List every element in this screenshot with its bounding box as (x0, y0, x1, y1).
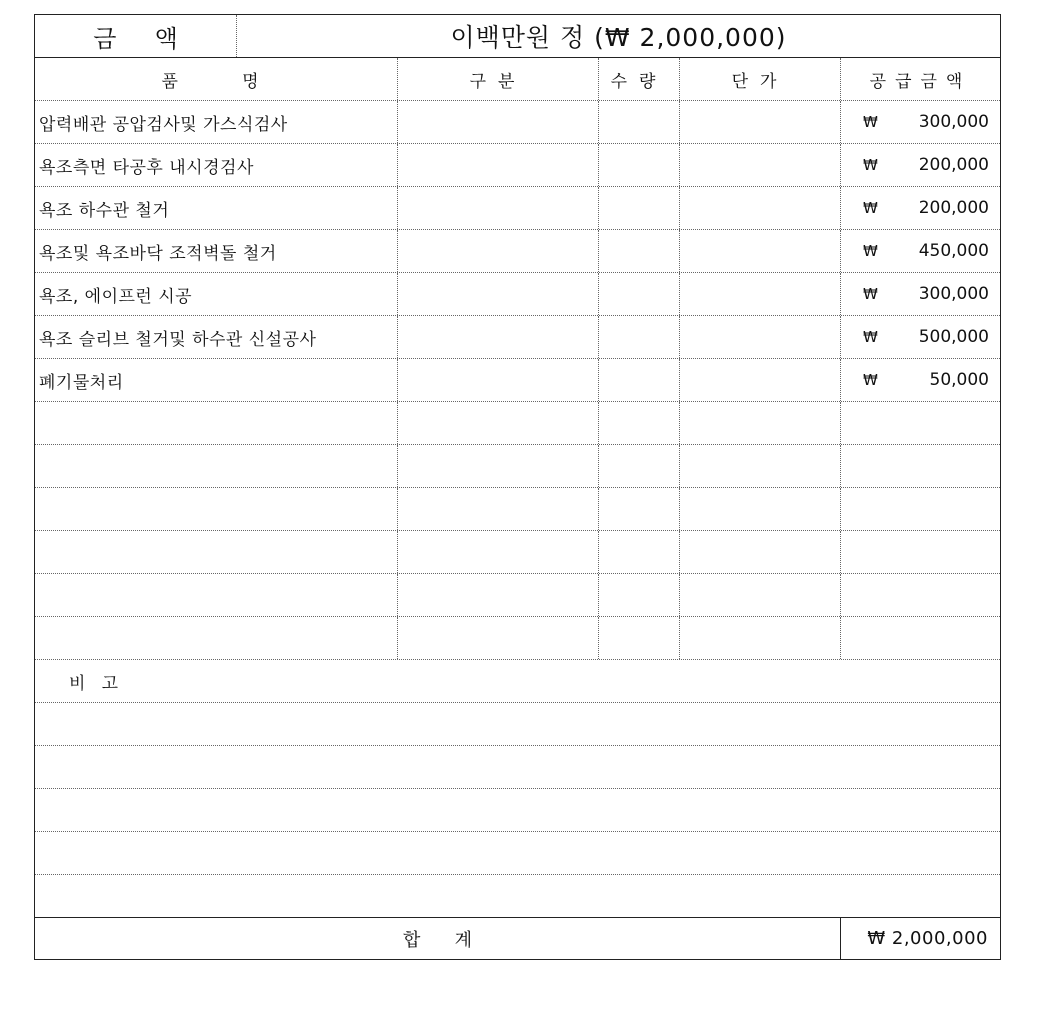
column-header-row (35, 58, 1000, 101)
item-amount: 200,000 (918, 198, 989, 218)
total-label: 합 계 (402, 929, 473, 951)
remarks-line (35, 789, 1000, 832)
currency-symbol: ₩ (863, 371, 878, 389)
table-row (35, 359, 1000, 402)
total-value: ₩ 2,000,000 (867, 928, 988, 949)
header-name: 품 명 (161, 71, 271, 92)
header-type: 구분 (469, 71, 527, 92)
table-row (35, 273, 1000, 316)
header-type-cell (398, 58, 599, 100)
amount-value: 이백만원 정 (₩ 2,000,000) (450, 23, 787, 52)
item-amount: 50,000 (929, 370, 989, 390)
item-name: 압력배관 공압검사및 가스식검사 (39, 114, 288, 135)
header-unit-price: 단가 (731, 71, 789, 92)
item-name: 욕조및 욕조바닥 조적벽돌 철거 (39, 243, 277, 264)
remarks-label: 비 고 (69, 673, 119, 694)
amount-value-cell (237, 15, 1000, 57)
currency-symbol: ₩ (863, 328, 878, 346)
header-qty: 수량 (610, 71, 668, 92)
table-row (35, 144, 1000, 187)
empty-row (35, 531, 1000, 574)
empty-row (35, 445, 1000, 488)
empty-row (35, 574, 1000, 617)
header-supply-amount-cell (841, 58, 1000, 100)
table-row (35, 101, 1000, 144)
currency-symbol: ₩ (863, 156, 878, 174)
empty-row (35, 617, 1000, 660)
total-label-cell (35, 918, 841, 959)
remarks-line (35, 746, 1000, 789)
item-name: 욕조, 에이프런 시공 (39, 286, 193, 307)
header-supply-amount: 공급금액 (869, 71, 972, 92)
amount-label-cell (35, 15, 237, 57)
item-amount: 450,000 (918, 241, 989, 261)
currency-symbol: ₩ (863, 285, 878, 303)
item-name: 욕조측면 타공후 내시경검사 (39, 157, 254, 178)
header-name-cell (35, 58, 398, 100)
header-qty-cell (599, 58, 680, 100)
table-row (35, 316, 1000, 359)
item-amount: 300,000 (918, 112, 989, 132)
item-amount: 200,000 (918, 155, 989, 175)
header-unit-price-cell (680, 58, 841, 100)
table-row (35, 187, 1000, 230)
remarks-row (35, 660, 1000, 703)
amount-label: 금 액 (93, 24, 178, 53)
total-value-cell (841, 918, 1000, 959)
currency-symbol: ₩ (863, 242, 878, 260)
item-amount: 500,000 (918, 327, 989, 347)
remarks-line (35, 875, 1000, 918)
remarks-line (35, 703, 1000, 746)
item-name: 폐기물처리 (39, 372, 124, 393)
item-name: 욕조 슬리브 철거및 하수관 신설공사 (39, 329, 317, 350)
empty-row (35, 488, 1000, 531)
empty-row (35, 402, 1000, 445)
item-amount: 300,000 (918, 284, 989, 304)
total-row (35, 918, 1000, 959)
amount-row (35, 15, 1000, 58)
remarks-line (35, 832, 1000, 875)
table-row (35, 230, 1000, 273)
currency-symbol: ₩ (863, 113, 878, 131)
currency-symbol: ₩ (863, 199, 878, 217)
estimate-table (34, 14, 1001, 960)
item-name: 욕조 하수관 철거 (39, 200, 170, 221)
